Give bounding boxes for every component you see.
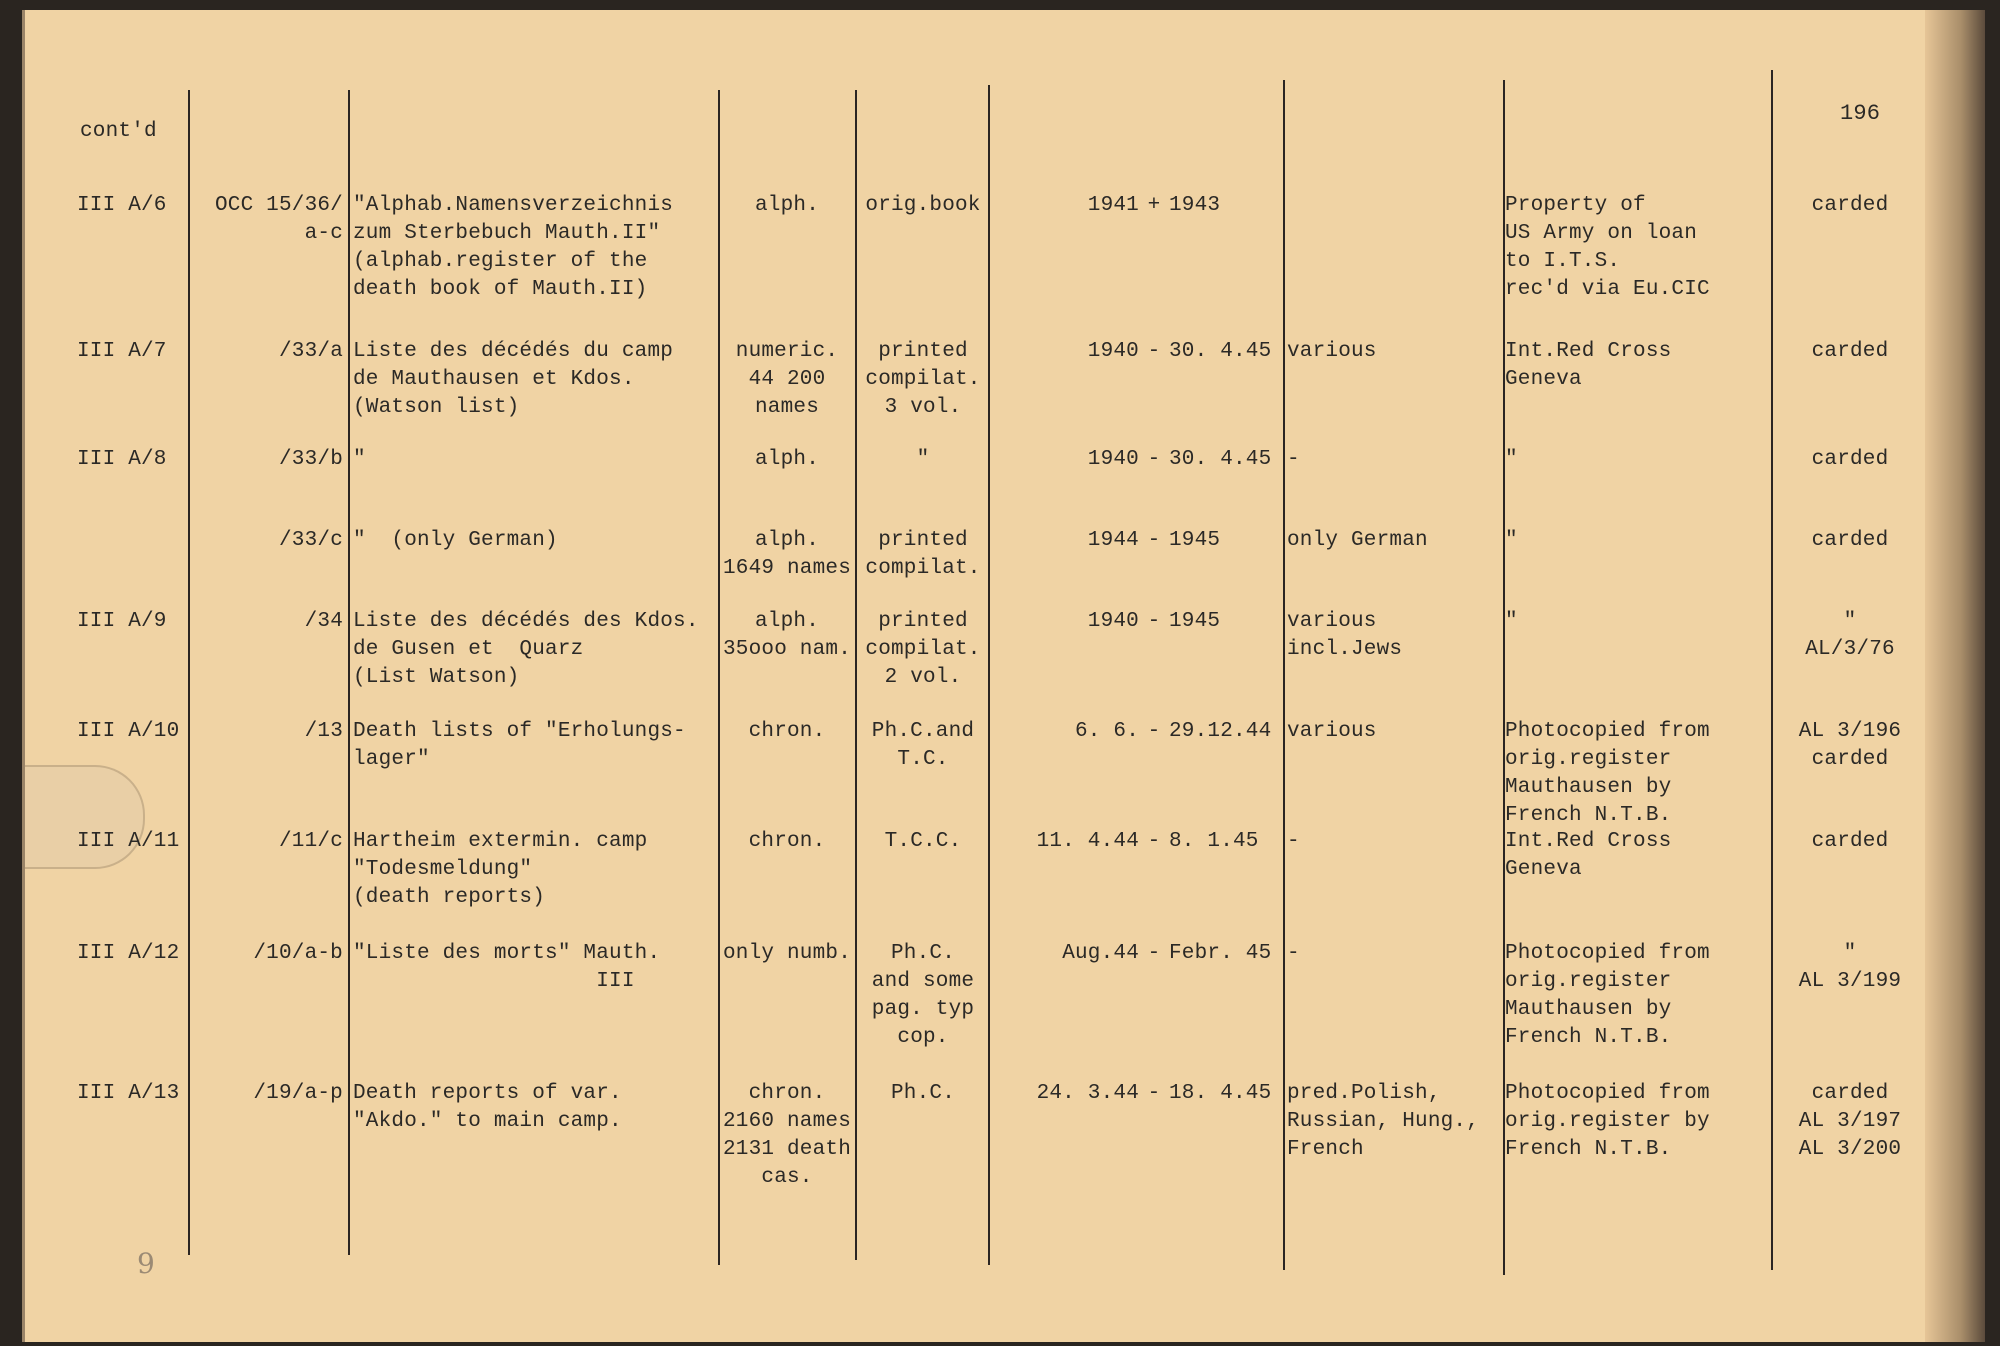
cell-date-sep: - (1147, 942, 1161, 965)
cell-arrangement: numeric. 44 200 names (735, 340, 839, 419)
cell-form: Ph.C. and some pag. typ cop. (871, 942, 975, 1049)
cell-source: Int.Red Cross Geneva (1505, 830, 1672, 881)
page-number: 196 (1840, 101, 1881, 126)
cell-ref: /33/a (278, 340, 343, 363)
cell-source: " (1505, 448, 1518, 471)
cell-ref: /34 (304, 610, 343, 633)
cell-source: Photocopied from orig.register Mauthausen by French N.T.B. (1505, 942, 1710, 1049)
cell-arrangement: alph. (754, 448, 819, 471)
contd-label: cont'd (80, 120, 157, 143)
cell-title: Liste des décédés du camp de Mauthausen et Kdos. (Watson list) (353, 340, 674, 419)
cell-arrangement: chron. (748, 720, 826, 743)
cell-remarks: " AL 3/199 (1798, 942, 1902, 993)
column-rule (988, 85, 990, 1265)
cell-remarks: carded (1811, 529, 1889, 552)
cell-ref-suffix: a-c (304, 222, 343, 245)
cell-date-from: 24. 3.44 (1036, 1082, 1139, 1105)
cell-id: III A/12 (77, 942, 180, 965)
cell-id: III A/8 (77, 448, 167, 471)
cell-title: Death lists of "Erholungs- lager" (353, 720, 686, 771)
column-rule (855, 90, 857, 1260)
cell-remarks: carded (1811, 340, 1889, 363)
cell-date-from: 11. 4.44 (1036, 830, 1139, 853)
cell-remarks: carded (1811, 830, 1889, 853)
cell-remarks: carded (1811, 194, 1889, 217)
cell-remarks: AL 3/196 carded (1798, 720, 1902, 771)
column-rule (1771, 70, 1773, 1270)
cell-date-to: 1943 (1169, 194, 1221, 217)
cell-date-sep: - (1147, 610, 1161, 633)
cell-date-from: 1940 (1087, 340, 1139, 363)
cell-date-from: 1941 (1087, 194, 1139, 217)
cell-form: printed compilat. (865, 529, 981, 580)
cell-arrangement: chron. 2160 names 2131 death cas. (722, 1082, 852, 1189)
cell-nationality: various (1287, 720, 1377, 743)
column-rule (188, 90, 190, 1255)
cell-date-sep: - (1147, 448, 1161, 471)
cell-arrangement: only numb. (722, 942, 852, 965)
cell-date-to: 1945 (1169, 529, 1221, 552)
cell-ref: /19/a-p (253, 1082, 343, 1105)
cell-source: " (1505, 610, 1518, 633)
cell-date-to: 29.12.44 (1169, 720, 1272, 743)
cell-date-sep: - (1147, 720, 1161, 743)
cell-remarks: carded AL 3/197 AL 3/200 (1798, 1082, 1902, 1161)
cell-ref: /33/c (278, 529, 343, 552)
cell-date-sep: - (1147, 340, 1161, 363)
cell-date-sep: + (1147, 194, 1161, 217)
cell-title: Liste des décédés des Kdos. de Gusen et Quarz (List Watson) (353, 610, 699, 689)
cell-id: III A/11 (77, 830, 180, 853)
cell-ref: /11/c (278, 830, 343, 853)
cell-arrangement: chron. (748, 830, 826, 853)
cell-date-sep: - (1147, 1082, 1161, 1105)
cell-ref: /10/a-b (253, 942, 343, 965)
cell-arrangement: alph. 1649 names (722, 529, 852, 580)
cell-title: " (353, 448, 366, 471)
cell-id: III A/9 (77, 610, 167, 633)
cell-remarks: carded (1811, 448, 1889, 471)
cell-title: Death reports of var. "Akdo." to main camp. (353, 1082, 622, 1133)
cell-date-sep: - (1147, 830, 1161, 853)
cell-nationality: - (1287, 448, 1300, 471)
cell-form: Ph.C. (890, 1082, 955, 1105)
cell-form: T.C.C. (884, 830, 962, 853)
cell-id: III A/13 (77, 1082, 180, 1105)
cell-title: " (only German) (353, 529, 558, 552)
column-rule (718, 90, 720, 1265)
cell-date-to: 30. 4.45 (1169, 448, 1272, 471)
cell-id: III A/6 (77, 194, 167, 217)
cell-form: orig.book (865, 194, 981, 217)
document-page (22, 10, 1985, 1342)
cell-ref: /13 (304, 720, 343, 743)
cell-id: III A/10 (77, 720, 180, 743)
cell-nationality: - (1287, 942, 1300, 965)
cell-source: Photocopied from orig.register by French N.T.B. (1505, 1082, 1710, 1161)
book-spine (1925, 10, 1985, 1342)
cell-date-from: 6. 6. (1074, 720, 1139, 743)
cell-title: Hartheim extermin. camp "Todesmeldung" (death reports) (353, 830, 648, 909)
cell-ref: OCC 15/36/ (214, 194, 343, 217)
cell-nationality: - (1287, 830, 1300, 853)
cell-form: " (916, 448, 930, 471)
cell-source: Property of US Army on loan to I.T.S. rec'd via Eu.CIC (1505, 194, 1710, 301)
cell-remarks: " AL/3/76 (1805, 610, 1895, 661)
cell-date-from: 1940 (1087, 448, 1139, 471)
cell-nationality: various incl.Jews (1287, 610, 1403, 661)
cell-ref: /33/b (278, 448, 343, 471)
cell-form: printed compilat. 3 vol. (865, 340, 981, 419)
cell-source: Int.Red Cross Geneva (1505, 340, 1672, 391)
cell-form: printed compilat. 2 vol. (865, 610, 981, 689)
cell-form: Ph.C.and T.C. (871, 720, 975, 771)
cell-date-from: 1940 (1087, 610, 1139, 633)
cell-nationality: various (1287, 340, 1377, 363)
column-rule (1283, 80, 1285, 1270)
cell-date-from: Aug.44 (1062, 942, 1139, 965)
cell-id: III A/7 (77, 340, 167, 363)
cell-date-to: 18. 4.45 (1169, 1082, 1272, 1105)
cell-date-sep: - (1147, 529, 1161, 552)
margin-mark: 9 (137, 1247, 156, 1280)
cell-arrangement: alph. (754, 194, 819, 217)
cell-date-from: 1944 (1087, 529, 1139, 552)
cell-arrangement: alph. 35ooo nam. (722, 610, 852, 661)
cell-nationality: pred.Polish, Russian, Hung., French (1287, 1082, 1480, 1161)
cell-source: Photocopied from orig.register Mauthausen by French N.T.B. (1505, 720, 1710, 827)
column-rule (348, 90, 350, 1255)
cell-date-to: 8. 1.45 (1169, 830, 1259, 853)
cell-source: " (1505, 529, 1518, 552)
cell-date-to: Febr. 45 (1169, 942, 1272, 965)
cell-title: "Alphab.Namensverzeichnis zum Sterbebuch Mauth.II" (alphab.register of the death book of Mauth.II) (353, 194, 674, 301)
cell-title: "Liste des morts" Mauth. III (353, 942, 661, 993)
cell-date-to: 30. 4.45 (1169, 340, 1272, 363)
cell-date-to: 1945 (1169, 610, 1221, 633)
cell-nationality: only German (1287, 529, 1428, 552)
